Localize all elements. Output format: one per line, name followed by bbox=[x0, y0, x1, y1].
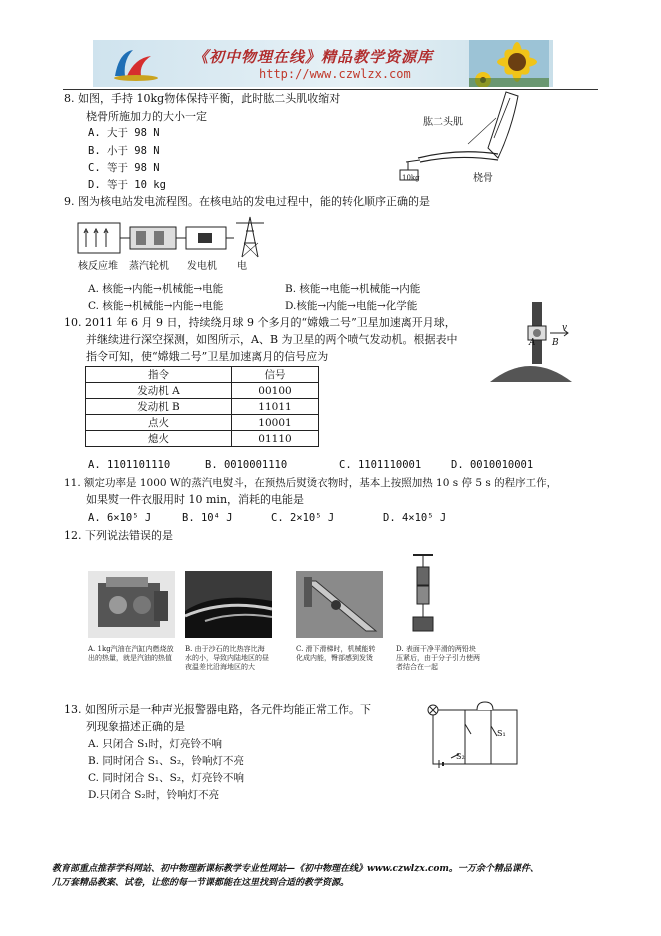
table-cell: 点火 bbox=[86, 415, 232, 431]
table-header: 信号 bbox=[232, 367, 319, 383]
q10-label-v: v bbox=[562, 323, 568, 333]
q9-option-b[interactable]: B. 核能→电能→机械能→内能 bbox=[285, 283, 421, 295]
q9-option-c[interactable]: C. 核能→机械能→内能→电能 bbox=[88, 300, 224, 312]
footer-line-2: 几万套精品教案、试卷，让您的每一节课都能在这里找到合适的教学资源。 bbox=[52, 878, 350, 888]
table-cell: 10001 bbox=[232, 415, 319, 431]
lead-block-figure bbox=[405, 553, 441, 643]
q11-option-b[interactable]: B. 10⁴ J bbox=[182, 512, 233, 524]
q10-label-a: A bbox=[529, 338, 536, 348]
q8-option-b[interactable]: B. 小于 98 N bbox=[88, 145, 160, 157]
q13-option-b[interactable]: B. 同时闭合 S₁、S₂，铃响灯不亮 bbox=[88, 755, 245, 767]
footer-line-1: 教育部重点推荐学科网站、初中物理新课标教学专业性网站—《初中物理在线》www.czwlzx.com。一万余个精品课件、 bbox=[52, 864, 539, 874]
q9-option-a[interactable]: A. 核能→内能→机械能→电能 bbox=[88, 283, 224, 295]
site-logo bbox=[111, 46, 161, 82]
table-row bbox=[86, 399, 319, 415]
q12-stem: 12. 下列说法错误的是 bbox=[64, 529, 173, 542]
q11-option-a[interactable]: A. 6×10⁵ J bbox=[88, 512, 152, 524]
q8-label-bone: 桡骨 bbox=[473, 173, 493, 184]
page-footer bbox=[52, 862, 612, 890]
q12-caption-c[interactable]: C. 滑下滑梯时，机械能转化成内能，臀部感到发烫 bbox=[296, 645, 376, 662]
q10-option-d[interactable]: D. 0010010001 bbox=[451, 459, 534, 471]
q8-label-muscle: 肱二头肌 bbox=[423, 117, 463, 128]
q10-option-c[interactable]: C. 1101110001 bbox=[339, 459, 422, 471]
q11-stem-2: 如果熨一件衣服用时 10 min，消耗的电能是 bbox=[86, 493, 305, 506]
q11-option-d[interactable]: D. 4×10⁵ J bbox=[383, 512, 447, 524]
q9-option-d[interactable]: D.核能→内能→电能→化学能 bbox=[285, 300, 418, 312]
q13-option-a[interactable]: A. 只闭合 S₁时，灯亮铃不响 bbox=[88, 738, 222, 750]
table-cell: 00100 bbox=[232, 383, 319, 399]
q8-option-a[interactable]: A. 大于 98 N bbox=[88, 127, 160, 139]
table-header-row bbox=[86, 367, 319, 383]
power-flow-diagram bbox=[76, 213, 276, 259]
q13-option-c[interactable]: C. 同时闭合 S₁、S₂，灯亮铃不响 bbox=[88, 772, 244, 784]
q12-caption-d[interactable]: D. 表面干净平滑的两铅块压紧后，由于分子引力使两者结合在一起 bbox=[396, 645, 480, 671]
q13-option-d[interactable]: D.只闭合 S₂时，铃响灯不亮 bbox=[88, 789, 220, 801]
q9-flow-turbine: 蒸汽轮机 bbox=[129, 261, 169, 272]
q12-caption-a[interactable]: A. 1kg汽油在汽缸内燃烧放出的热量，就是汽油的热值 bbox=[88, 645, 174, 662]
table-row bbox=[86, 431, 319, 447]
banner-title: 《初中物理在线》精品教学资源库 bbox=[193, 48, 434, 66]
q10-option-a[interactable]: A. 1101101110 bbox=[88, 459, 171, 471]
banner-url[interactable]: http://www.czwlzx.com bbox=[259, 67, 411, 81]
q13-label-s2: S₂ bbox=[456, 752, 465, 761]
q10-stem-1: 10. 2011 年 6 月 9 日，持续绕月球 9 个多月的“嫦娥二号”卫星加速离开月球， bbox=[64, 316, 456, 329]
q13-label-s1: S₁ bbox=[497, 729, 506, 738]
q11-stem-1: 11. 额定功率是 1000 W的蒸汽电熨斗，在预热后熨烫衣物时，基本上按照加热 10 s 停 5 s 的程序工作， bbox=[64, 477, 558, 489]
engine-photo bbox=[88, 571, 175, 638]
table-cell: 01110 bbox=[232, 431, 319, 447]
q10-option-b[interactable]: B. 0010001110 bbox=[205, 459, 288, 471]
q8-label-weight: 10kg bbox=[402, 174, 420, 182]
table-header: 指令 bbox=[86, 367, 232, 383]
q9-flow-generator: 发电机 bbox=[187, 261, 217, 272]
q8-stem-1: 8. 如图，手持 10kg物体保持平衡，此时肱二头肌收缩对 bbox=[64, 92, 341, 105]
header-banner bbox=[93, 40, 553, 87]
table-cell: 发动机 B bbox=[86, 399, 232, 415]
slide-photo bbox=[296, 571, 383, 638]
q9-flow-reactor: 核反应堆 bbox=[78, 261, 118, 272]
table-row bbox=[86, 415, 319, 431]
signal-table bbox=[85, 366, 319, 447]
alarm-circuit-diagram bbox=[425, 700, 520, 770]
sunflower-image bbox=[469, 40, 549, 87]
q9-flow-electricity: 电 bbox=[237, 261, 247, 272]
q13-stem-2: 列现象描述正确的是 bbox=[86, 720, 185, 733]
table-cell: 11011 bbox=[232, 399, 319, 415]
q12-caption-b[interactable]: B. 由于沙石的比热容比海水的小，导致内陆地区的昼夜温差比沿海地区的大 bbox=[185, 645, 269, 671]
q13-stem-1: 13. 如图所示是一种声光报警器电路，各元件均能正常工作。下 bbox=[64, 703, 371, 716]
q10-label-b: B bbox=[552, 338, 559, 348]
table-cell: 熄火 bbox=[86, 431, 232, 447]
coast-photo bbox=[185, 571, 272, 638]
q10-stem-3: 指令可知，使“嫦娥二号”卫星加速离月的信号应为 bbox=[86, 350, 329, 363]
q8-stem-2: 桡骨所施加力的大小一定 bbox=[86, 110, 207, 123]
table-row bbox=[86, 383, 319, 399]
q11-option-c[interactable]: C. 2×10⁵ J bbox=[271, 512, 335, 524]
q8-option-c[interactable]: C. 等于 98 N bbox=[88, 162, 160, 174]
q8-option-d[interactable]: D. 等于 10 kg bbox=[88, 179, 166, 191]
q9-stem: 9. 图为核电站发电流程图。在核电站的发电过程中，能的转化顺序正确的是 bbox=[64, 195, 430, 208]
table-cell: 发动机 A bbox=[86, 383, 232, 399]
q10-stem-2: 并继续进行深空探测，如图所示，A、B 为卫星的两个喷气发动机。根据表中 bbox=[86, 333, 458, 346]
